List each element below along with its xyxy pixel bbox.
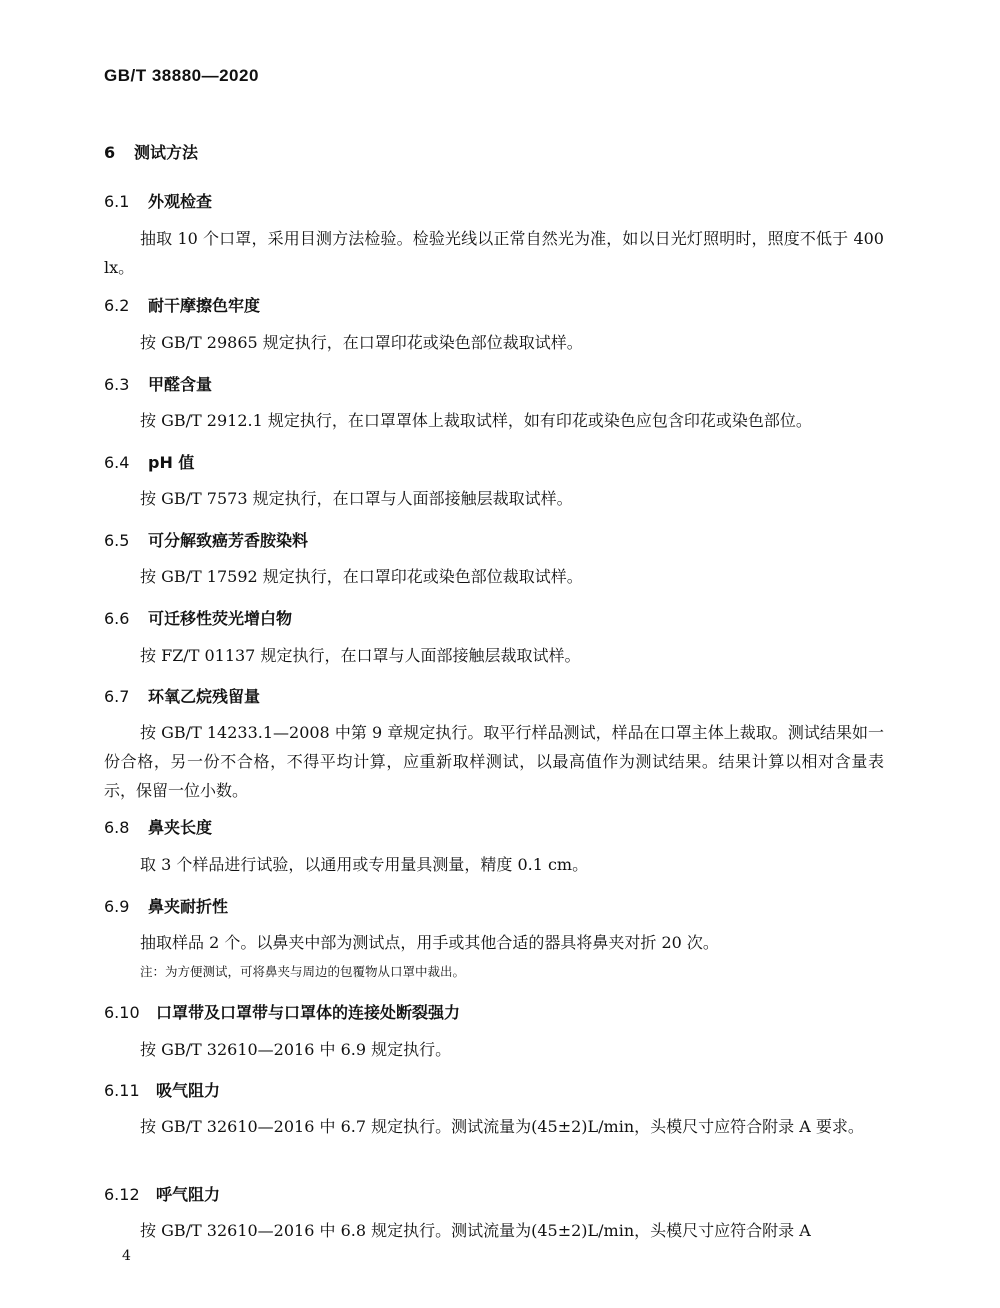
section-heading xyxy=(104,1182,220,1205)
section-title: 鼻夹长度 xyxy=(148,818,213,837)
section-text: 按 GB/T 29865 规定执行，在口罩印花或染色部位裁取试样。 xyxy=(140,333,583,352)
section-heading xyxy=(104,372,212,395)
section-title: 呼气阻力 xyxy=(156,1185,221,1204)
chapter-number: 6 xyxy=(104,143,116,162)
section-text: 按 FZ/T 01137 规定执行，在口罩与人面部接触层裁取试样。 xyxy=(140,646,581,665)
section-text: 按 GB/T 2912.1 规定执行，在口罩罩体上裁取试样，如有印花或染色应包含印花或染色部位。 xyxy=(140,411,812,430)
section-heading xyxy=(104,606,292,629)
section-number: 6.8 xyxy=(104,818,130,837)
page-number: 4 xyxy=(122,1248,131,1264)
section-number: 6.11 xyxy=(104,1081,140,1100)
standard-id-header: GB/T 38880—2020 xyxy=(104,66,259,85)
section-title: 口罩带及口罩带与口罩体的连接处断裂强力 xyxy=(156,1003,461,1022)
note-text: 注：为方便测试，可将鼻夹与周边的包覆物从口罩中裁出。 xyxy=(140,964,466,979)
section-text: 按 GB/T 7573 规定执行，在口罩与人面部接触层裁取试样。 xyxy=(140,489,573,508)
section-heading xyxy=(104,528,308,551)
section-title: pH 值 xyxy=(148,453,195,472)
section-heading xyxy=(104,189,212,212)
section-text: 抽取 10 个口罩，采用目测方法检验。检验光线以正常自然光为准，如以日光灯照明时，照度不低于 400 lx。 xyxy=(104,229,884,277)
chapter-title: 测试方法 xyxy=(134,143,199,162)
section-title: 耐干摩擦色牢度 xyxy=(148,296,261,315)
section-number: 6.6 xyxy=(104,609,130,628)
section-text: 抽取样品 2 个。以鼻夹中部为测试点，用手或其他合适的器具将鼻夹对折 20 次。 xyxy=(140,933,719,952)
section-heading xyxy=(104,815,212,838)
section-number: 6.2 xyxy=(104,296,130,315)
section-number: 6.1 xyxy=(104,192,130,211)
section-heading xyxy=(104,450,194,473)
section-heading xyxy=(104,1000,460,1023)
section-heading xyxy=(104,894,228,917)
section-number: 6.9 xyxy=(104,897,130,916)
section-number: 6.12 xyxy=(104,1185,140,1204)
section-heading xyxy=(104,293,260,316)
section-text: 按 GB/T 32610—2016 中 6.9 规定执行。 xyxy=(140,1040,452,1059)
section-text: 按 GB/T 17592 规定执行，在口罩印花或染色部位裁取试样。 xyxy=(140,567,583,586)
section-text: 按 GB/T 14233.1—2008 中第 9 章规定执行。取平行样品测试，样品在口罩主体上裁取。测试结果如一份合格，另一份不合格，不得平均计算，应重新取样测试，以最高值作为测试结果。结果计算以相对含量表示，保留一位小数。 xyxy=(104,723,884,800)
section-text: 取 3 个样品进行试验，以通用或专用量具测量，精度 0.1 cm。 xyxy=(140,855,589,874)
section-text: 按 GB/T 32610—2016 中 6.8 规定执行。测试流量为(45±2)L/min，头模尺寸应符合附录 A xyxy=(140,1221,811,1240)
section-title: 环氧乙烷残留量 xyxy=(148,687,261,706)
section-title: 可分解致癌芳香胺染料 xyxy=(148,531,309,550)
section-heading xyxy=(104,1078,220,1101)
section-number: 6.3 xyxy=(104,375,130,394)
chapter-heading xyxy=(104,140,198,163)
section-text: 按 GB/T 32610—2016 中 6.7 规定执行。测试流量为(45±2)L/min，头模尺寸应符合附录 A 要求。 xyxy=(140,1117,864,1136)
section-heading xyxy=(104,684,260,707)
section-number: 6.5 xyxy=(104,531,130,550)
section-title: 甲醛含量 xyxy=(148,375,213,394)
section-title: 鼻夹耐折性 xyxy=(148,897,229,916)
section-title: 吸气阻力 xyxy=(156,1081,221,1100)
section-title: 外观检查 xyxy=(148,192,213,211)
section-title: 可迁移性荧光增白物 xyxy=(148,609,293,628)
section-number: 6.10 xyxy=(104,1003,140,1022)
section-number: 6.4 xyxy=(104,453,130,472)
section-number: 6.7 xyxy=(104,687,130,706)
